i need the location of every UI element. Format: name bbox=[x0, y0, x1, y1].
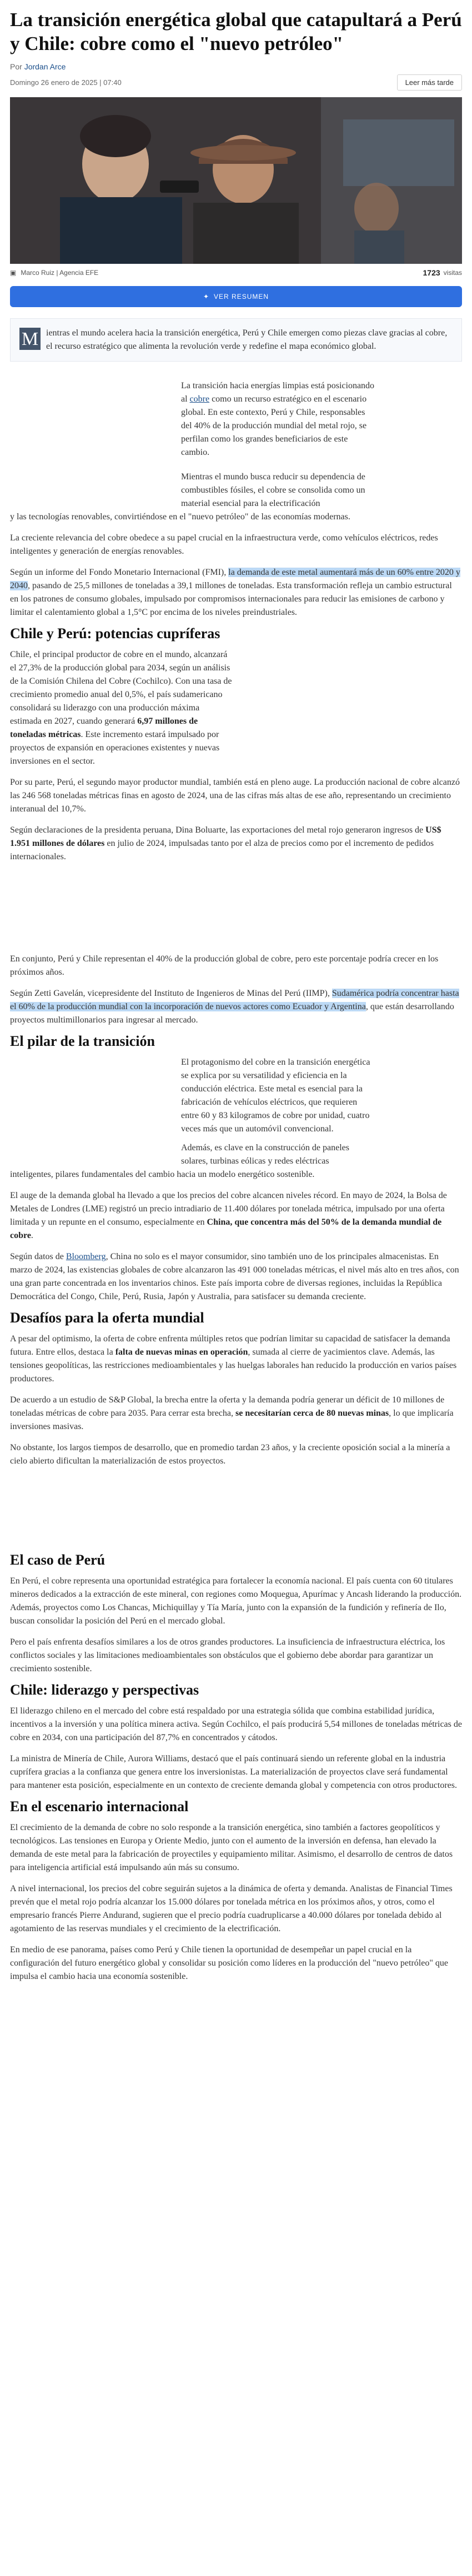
body-paragraph-16: No obstante, los largos tiempos de desarrollo, que en promedio tardan 23 años, y la creciente oposición social a la minería a cielo abierto dificultan la materialización de estos proyectos. bbox=[10, 1443, 450, 1466]
section-heading-desafios: Desafíos para la oferta mundial bbox=[10, 1310, 204, 1326]
section-heading-potencias: Chile y Perú: potencias cupríferas bbox=[10, 625, 220, 642]
body-paragraph-5: Chile, el principal productor de cobre en el mundo, alcanzará el 27,3% de la producción global para 2034, según un análisis de la Comisión Chilena del Cobre (Cochilco). Con una tasa de crecimiento promedio anual del 0,5%, el país sudamericano consolidará su liderazgo con una producción máxima estimada en 2027, cuando generará 6,97 millones de toneladas métricas. Este incremento estará impulsado por proyectos de expansión en operaciones existentes y nuevas inversiones en el sector. bbox=[10, 650, 232, 766]
page-title: La transición energética global que catapultará a Perú y Chile: cobre como el "nuevo petróleo" bbox=[10, 9, 462, 54]
body-paragraph-9: Según Zetti Gavelán, vicepresidente del Instituto de Ingenieros de Minas del Perú (IIMP), Sudamérica podría concentrar hasta el 60% de la producción mundial con la incorporación de nuevos actores como Ecuador y Argentina, que están desarrollando proyectos multimillonarios para ingresar al mercado. bbox=[10, 989, 459, 1025]
dateline bbox=[10, 74, 462, 91]
body-paragraph-12: El auge de la demanda global ha llevado a que los precios del cobre alcancen niveles récord. En mayo de 2024, la Bolsa de Metales de Londres (LME) registró un precio intradiario de 11.400 dólares por tonelada métrica, impulsado por una oferta limitada y un repunte en el consumo, especialmente en China, que concentra más del 50% de la demanda mundial de cobre. bbox=[10, 1191, 447, 1240]
body-paragraph-3: La creciente relevancia del cobre obedece a su papel crucial en la infraestructura verde, como vehículos eléctricos, redes inteligentes y generación de energías renovables. bbox=[10, 533, 438, 556]
copper-link[interactable]: cobre bbox=[189, 394, 210, 404]
section-heading-escenario: En el escenario internacional bbox=[10, 1798, 189, 1815]
body-paragraph-17: En Perú, el cobre representa una oportunidad estratégica para fortalecer la economía nacional. El país cuenta con 60 titulares mineros dedicados a la extracción de este mineral, con regiones como Moquegua, Apurímac y Ancash liderando la producción. Además, proyectos como Los Chancas, Michiquillay y Tía María, junto con la expansión de la fundición y refinería de Ilo, buscan consolidar la posición del Perú en el mercado global. bbox=[10, 1576, 462, 1626]
sparkle-icon: ✦ bbox=[203, 293, 210, 300]
body-paragraph-10: El protagonismo del cobre en la transición energética se explica por su versatilidad y eficiencia en la conducción eléctrica. Este metal es esencial para la fabricación de vehículos eléctricos, que requieren entre 60 y 83 kilogramos de cobre por unidad, cuatro veces más que un automóvil convencional. bbox=[181, 1058, 370, 1134]
body-paragraph-20: La ministra de Minería de Chile, Aurora Williams, destacó que el país continuará siendo un referente global en la industria cuprífera gracias a la confianza que genera entre los inversionistas. La materialización de proyectos clave será fundamental para mantener esta posición, especialmente en un contexto de creciente demanda global y competencia con otros productores. bbox=[10, 1754, 458, 1790]
hero-meta bbox=[10, 268, 462, 277]
body-paragraph-1: La transición hacia energías limpias está posicionando al cobre como un recurso estratégico en el escenario global. En este contexto, Perú y Chile, responsables del 40% de la producción mundial del metal rojo, se perfilan como los grandes beneficiarios de este cambio. bbox=[181, 381, 375, 457]
body-paragraph-23: En medio de ese panorama, países como Perú y Chile tienen la oportunidad de desempeñar un papel crucial en la configuración del futuro energético global y consolidar su posición como líderes en la producción del "nuevo petróleo" que impulsa el cambio hacia una economía sostenible. bbox=[10, 1945, 448, 1981]
body-paragraph-11b: inteligentes, pilares fundamentales del cambio hacia un modelo energético sostenible. bbox=[10, 1170, 315, 1179]
hero-photo-illustration bbox=[10, 97, 462, 264]
ad-spacer bbox=[0, 864, 472, 947]
body-paragraph-13: Según datos de Bloomberg, China no solo es el mayor consumidor, sino también uno de los principales almacenistas. En marzo de 2024, las existencias globales de cobre alcanzaron las 491 000 toneladas métricas, el nivel más alto en tres años, con una gran parte concentrada en los inventarios chinos. Este país importa cobre de diversas regiones, incluidas la República Democrática del Congo, Chile, Perú, Rusia, Japón y Australia, para satisfacer su demanda creciente. bbox=[10, 1252, 459, 1301]
view-summary-button[interactable] bbox=[10, 286, 462, 307]
section-heading-peru: El caso de Perú bbox=[10, 1552, 106, 1568]
body-paragraph-7: Según declaraciones de la presidenta peruana, Dina Boluarte, las exportaciones del metal rojo generaron ingresos de US$ 1.951 millones de dólares en julio de 2024, impulsadas tanto por el alza de precios como por el incremento de pedidos internacionales. bbox=[10, 825, 441, 861]
byline bbox=[10, 62, 462, 71]
body-paragraph-15: De acuerdo a un estudio de S&P Global, la brecha entre la oferta y la demanda podría generar un déficit de 10 millones de toneladas métricas de cobre para 2035. Para cerrar esta brecha, se necesitarían cerca de 80 nuevas minas, lo que implicaría inversiones masivas. bbox=[10, 1395, 454, 1431]
views-label: visitas bbox=[443, 269, 462, 277]
dropcap-letter: M bbox=[19, 328, 41, 350]
body-paragraph-14: A pesar del optimismo, la oferta de cobre enfrenta múltiples retos que podrían limitar su capacidad de satisfacer la demanda futura. Entre ellos, destaca la falta de nuevas minas en operación, sumada al cierre de yacimientos clave. Además, las tensiones geopolíticas, las restricciones medioambientales y las huelgas laborales han reducido la producción en varios países productores. bbox=[10, 1334, 457, 1384]
lead-paragraph bbox=[10, 318, 462, 362]
highlight-fmi: la demanda de este metal aumentará más de un 60% entre 2020 y 2040 bbox=[10, 568, 460, 590]
body-paragraph-2a: Mientras el mundo busca reducir su dependencia de combustibles fósiles, el cobre se consolida como un material esencial para la electrificación bbox=[181, 472, 365, 508]
highlight-iimp: Sudamérica podría concentrar hasta el 60% de la producción mundial con la incorporación de nuevos actores como Ecuador y Argentina bbox=[10, 989, 459, 1011]
body-paragraph-21: El crecimiento de la demanda de cobre no solo responde a la transición energética, sino también a factores geopolíticos y tecnológicos. Las tensiones en Europa y Oriente Medio, junto con el aumento de la inversión en defensa, han elevado la demanda de este metal para la fabricación de proyectiles y equipamiento militar. Asimismo, el desarrollo de centros de datos para inteligencia artificial está impulsando aún más su consumo. bbox=[10, 1823, 453, 1872]
ad-spacer-2 bbox=[0, 1468, 472, 1546]
hero-image bbox=[10, 97, 462, 264]
body-paragraph-6: Por su parte, Perú, el segundo mayor productor mundial, también está en pleno auge. La producción nacional de cobre alcanzó las 246 568 toneladas métricas finas en agosto de 2024, una de las cifras más altas de ese año, representando un crecimiento interanual del 10,7%. bbox=[10, 778, 460, 814]
body-paragraph-22: A nivel internacional, los precios del cobre seguirán sujetos a la dinámica de oferta y demanda. Analistas de Financial Times prevén que el metal rojo podría alcanzar los 15.000 dólares por tonelada métrica en los próximos años, y otros, como el empresario francés Pierre Andurand, sugieren que el precio podría cuadruplicarse a 40.000 dólares por tonelada debido al agotamiento de las reservas mundiales y el crecimiento de la electrificación. bbox=[10, 1884, 453, 1933]
views-count: 1723 bbox=[423, 268, 440, 277]
body-paragraph-19: El liderazgo chileno en el mercado del cobre está respaldado por una estrategia sólida que combina estabilidad jurídica, incentivos a la inversión y una política minera activa. Según Cochilco, el país producirá 5,54 millones de toneladas métricas de cobre en 2034, con una participación del 87,7% en concentrados y cátodos. bbox=[10, 1706, 462, 1742]
bloomberg-link[interactable]: Bloomberg bbox=[66, 1252, 106, 1261]
camera-icon: ▣ bbox=[10, 269, 17, 277]
view-summary-label: VER RESUMEN bbox=[214, 293, 269, 300]
section-heading-pilar: El pilar de la transición bbox=[10, 1033, 155, 1049]
article-page bbox=[0, 8, 472, 1983]
body-paragraph-4: Según un informe del Fondo Monetario Internacional (FMI), la demanda de este metal aumentará más de un 60% entre 2020 y 2040, pasando de 25,5 millones de toneladas a 39,1 millones de toneladas. Esta transformación refleja un cambio estructural en los patrones de consumo globales, impulsado por compromisos internacionales para reducir las emisiones de carbono y limitar el calentamiento global a 1,5°C por encima de los niveles preindustriales. bbox=[10, 568, 460, 617]
publish-date: Domingo 26 enero de 2025 | 07:40 bbox=[10, 78, 122, 87]
author-link[interactable]: Jordan Arce bbox=[24, 62, 66, 71]
lead-text: ientras el mundo acelera hacia la transición energética, Perú y Chile emergen como piezas clave gracias al cobre, el recurso estratégico que alimenta la revolución verde y redefine el mapa económico global. bbox=[46, 328, 448, 351]
read-later-button[interactable]: Leer más tarde bbox=[397, 74, 462, 91]
body-paragraph-8: En conjunto, Perú y Chile representan el 40% de la producción global de cobre, pero este porcentaje podría crecer en los próximos años. bbox=[10, 954, 439, 977]
byline-prefix: Por bbox=[10, 62, 22, 71]
photo-credit: Marco Ruiz | Agencia EFE bbox=[21, 269, 99, 277]
body-paragraph-2b: y las tecnologías renovables, convirtiéndose en el "nuevo petróleo" de las economías modernas. bbox=[10, 512, 350, 522]
body-paragraph-18: Pero el país enfrenta desafíos similares a los de otros grandes productores. La insuficiencia de infraestructura eléctrica, los conflictos sociales y las limitaciones medioambientales son obstáculos que el gobierno debe abordar para garantizar un crecimiento sostenible. bbox=[10, 1637, 445, 1673]
section-heading-chile: Chile: liderazgo y perspectivas bbox=[10, 1682, 199, 1698]
body-paragraph-11a: Además, es clave en la construcción de paneles solares, turbinas eólicas y redes eléctricas bbox=[181, 1143, 349, 1166]
